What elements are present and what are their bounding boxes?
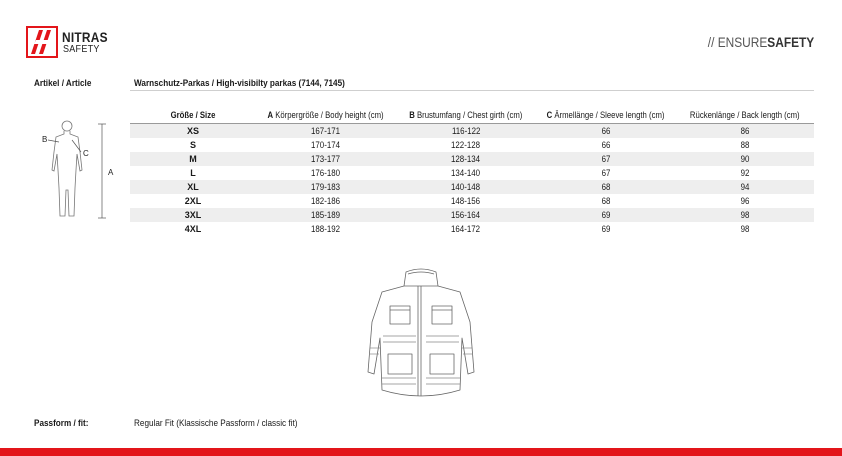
back-length-cell: 90	[676, 152, 814, 166]
body-height-cell: 188-192	[311, 224, 341, 234]
body-height-cell: 179-183	[256, 180, 396, 194]
sleeve-length-cell: 67	[536, 152, 676, 166]
nitras-logo-mark-icon	[26, 26, 58, 58]
body-height-cell: 182-186	[311, 196, 341, 206]
table-row	[130, 222, 814, 236]
article-label: Artikel / Article	[34, 78, 92, 89]
body-height-cell: 185-189	[256, 208, 396, 222]
header-size: Größe / Size	[130, 107, 256, 124]
table-row	[130, 152, 814, 166]
chest-girth-cell: 156-164	[396, 208, 536, 222]
brand-name: NITRAS	[62, 29, 108, 45]
size-cell: S	[189, 140, 196, 150]
body-height-cell: 170-174	[311, 140, 341, 150]
figure-label-c: C	[83, 149, 89, 158]
size-table	[130, 107, 814, 236]
chest-girth-cell: 122-128	[451, 140, 481, 150]
chest-girth-cell: 134-140	[451, 168, 481, 178]
header-chest-girth: B Brustumfang / Chest girth (cm)	[396, 107, 536, 124]
table-row	[130, 166, 814, 180]
tagline	[708, 34, 814, 50]
size-cell: L	[190, 168, 196, 178]
header-back-length: Rückenlänge / Back length (cm)	[676, 107, 814, 124]
back-length-cell: 88	[740, 140, 750, 150]
fit-label: Passform / fit:	[34, 418, 89, 429]
body-measurement-figure-icon	[40, 118, 130, 230]
tagline-prefix: // ENSURE	[707, 34, 768, 50]
table-row	[130, 194, 814, 208]
chest-girth-cell: 116-122	[396, 124, 536, 139]
sleeve-length-cell: 66	[601, 140, 611, 150]
table-row	[130, 180, 814, 194]
figure-label-a: A	[108, 168, 114, 177]
body-height-cell: 173-177	[256, 152, 396, 166]
chest-girth-cell: 128-134	[396, 152, 536, 166]
size-cell: 4XL	[184, 224, 202, 234]
size-table-header	[130, 107, 814, 124]
back-length-cell: 98	[676, 208, 814, 222]
chest-girth-cell: 140-148	[396, 180, 536, 194]
size-cell: 3XL	[130, 208, 256, 222]
chest-girth-cell: 148-156	[451, 196, 481, 206]
chest-girth-cell: 164-172	[451, 224, 481, 234]
nitras-logo	[26, 26, 116, 62]
sleeve-length-cell: 67	[601, 168, 611, 178]
size-cell: XS	[130, 124, 256, 139]
back-length-cell: 94	[676, 180, 814, 194]
brand-sub: SAFETY	[63, 44, 100, 55]
header-body-height: A Körpergröße / Body height (cm)	[256, 107, 396, 124]
article-value: Warnschutz-Parkas / High-visibilty parkas (7144, 7145)	[134, 78, 345, 89]
fit-value: Regular Fit (Klassische Passform / classic fit)	[134, 418, 298, 429]
back-length-cell: 98	[740, 224, 750, 234]
sleeve-length-cell: 69	[601, 224, 611, 234]
header-rule	[130, 90, 814, 91]
body-height-cell: 167-171	[256, 124, 396, 139]
sleeve-length-cell: 66	[536, 124, 676, 139]
table-row	[130, 208, 814, 222]
size-cell: XL	[130, 180, 256, 194]
body-height-cell: 176-180	[311, 168, 341, 178]
table-row	[130, 138, 814, 152]
table-row	[130, 124, 814, 139]
back-length-cell: 86	[676, 124, 814, 139]
sleeve-length-cell: 69	[536, 208, 676, 222]
sleeve-length-cell: 68	[536, 180, 676, 194]
tagline-bold: SAFETY	[767, 34, 814, 50]
back-length-cell: 96	[740, 196, 750, 206]
sleeve-length-cell: 68	[601, 196, 611, 206]
footer-red-bar	[0, 448, 842, 456]
back-length-cell: 92	[740, 168, 750, 178]
parka-illustration-icon	[356, 262, 486, 412]
figure-label-b: B	[42, 135, 48, 144]
size-cell: 2XL	[184, 196, 202, 206]
size-cell: M	[130, 152, 256, 166]
header-sleeve-length: C Ärmellänge / Sleeve length (cm)	[536, 107, 676, 124]
